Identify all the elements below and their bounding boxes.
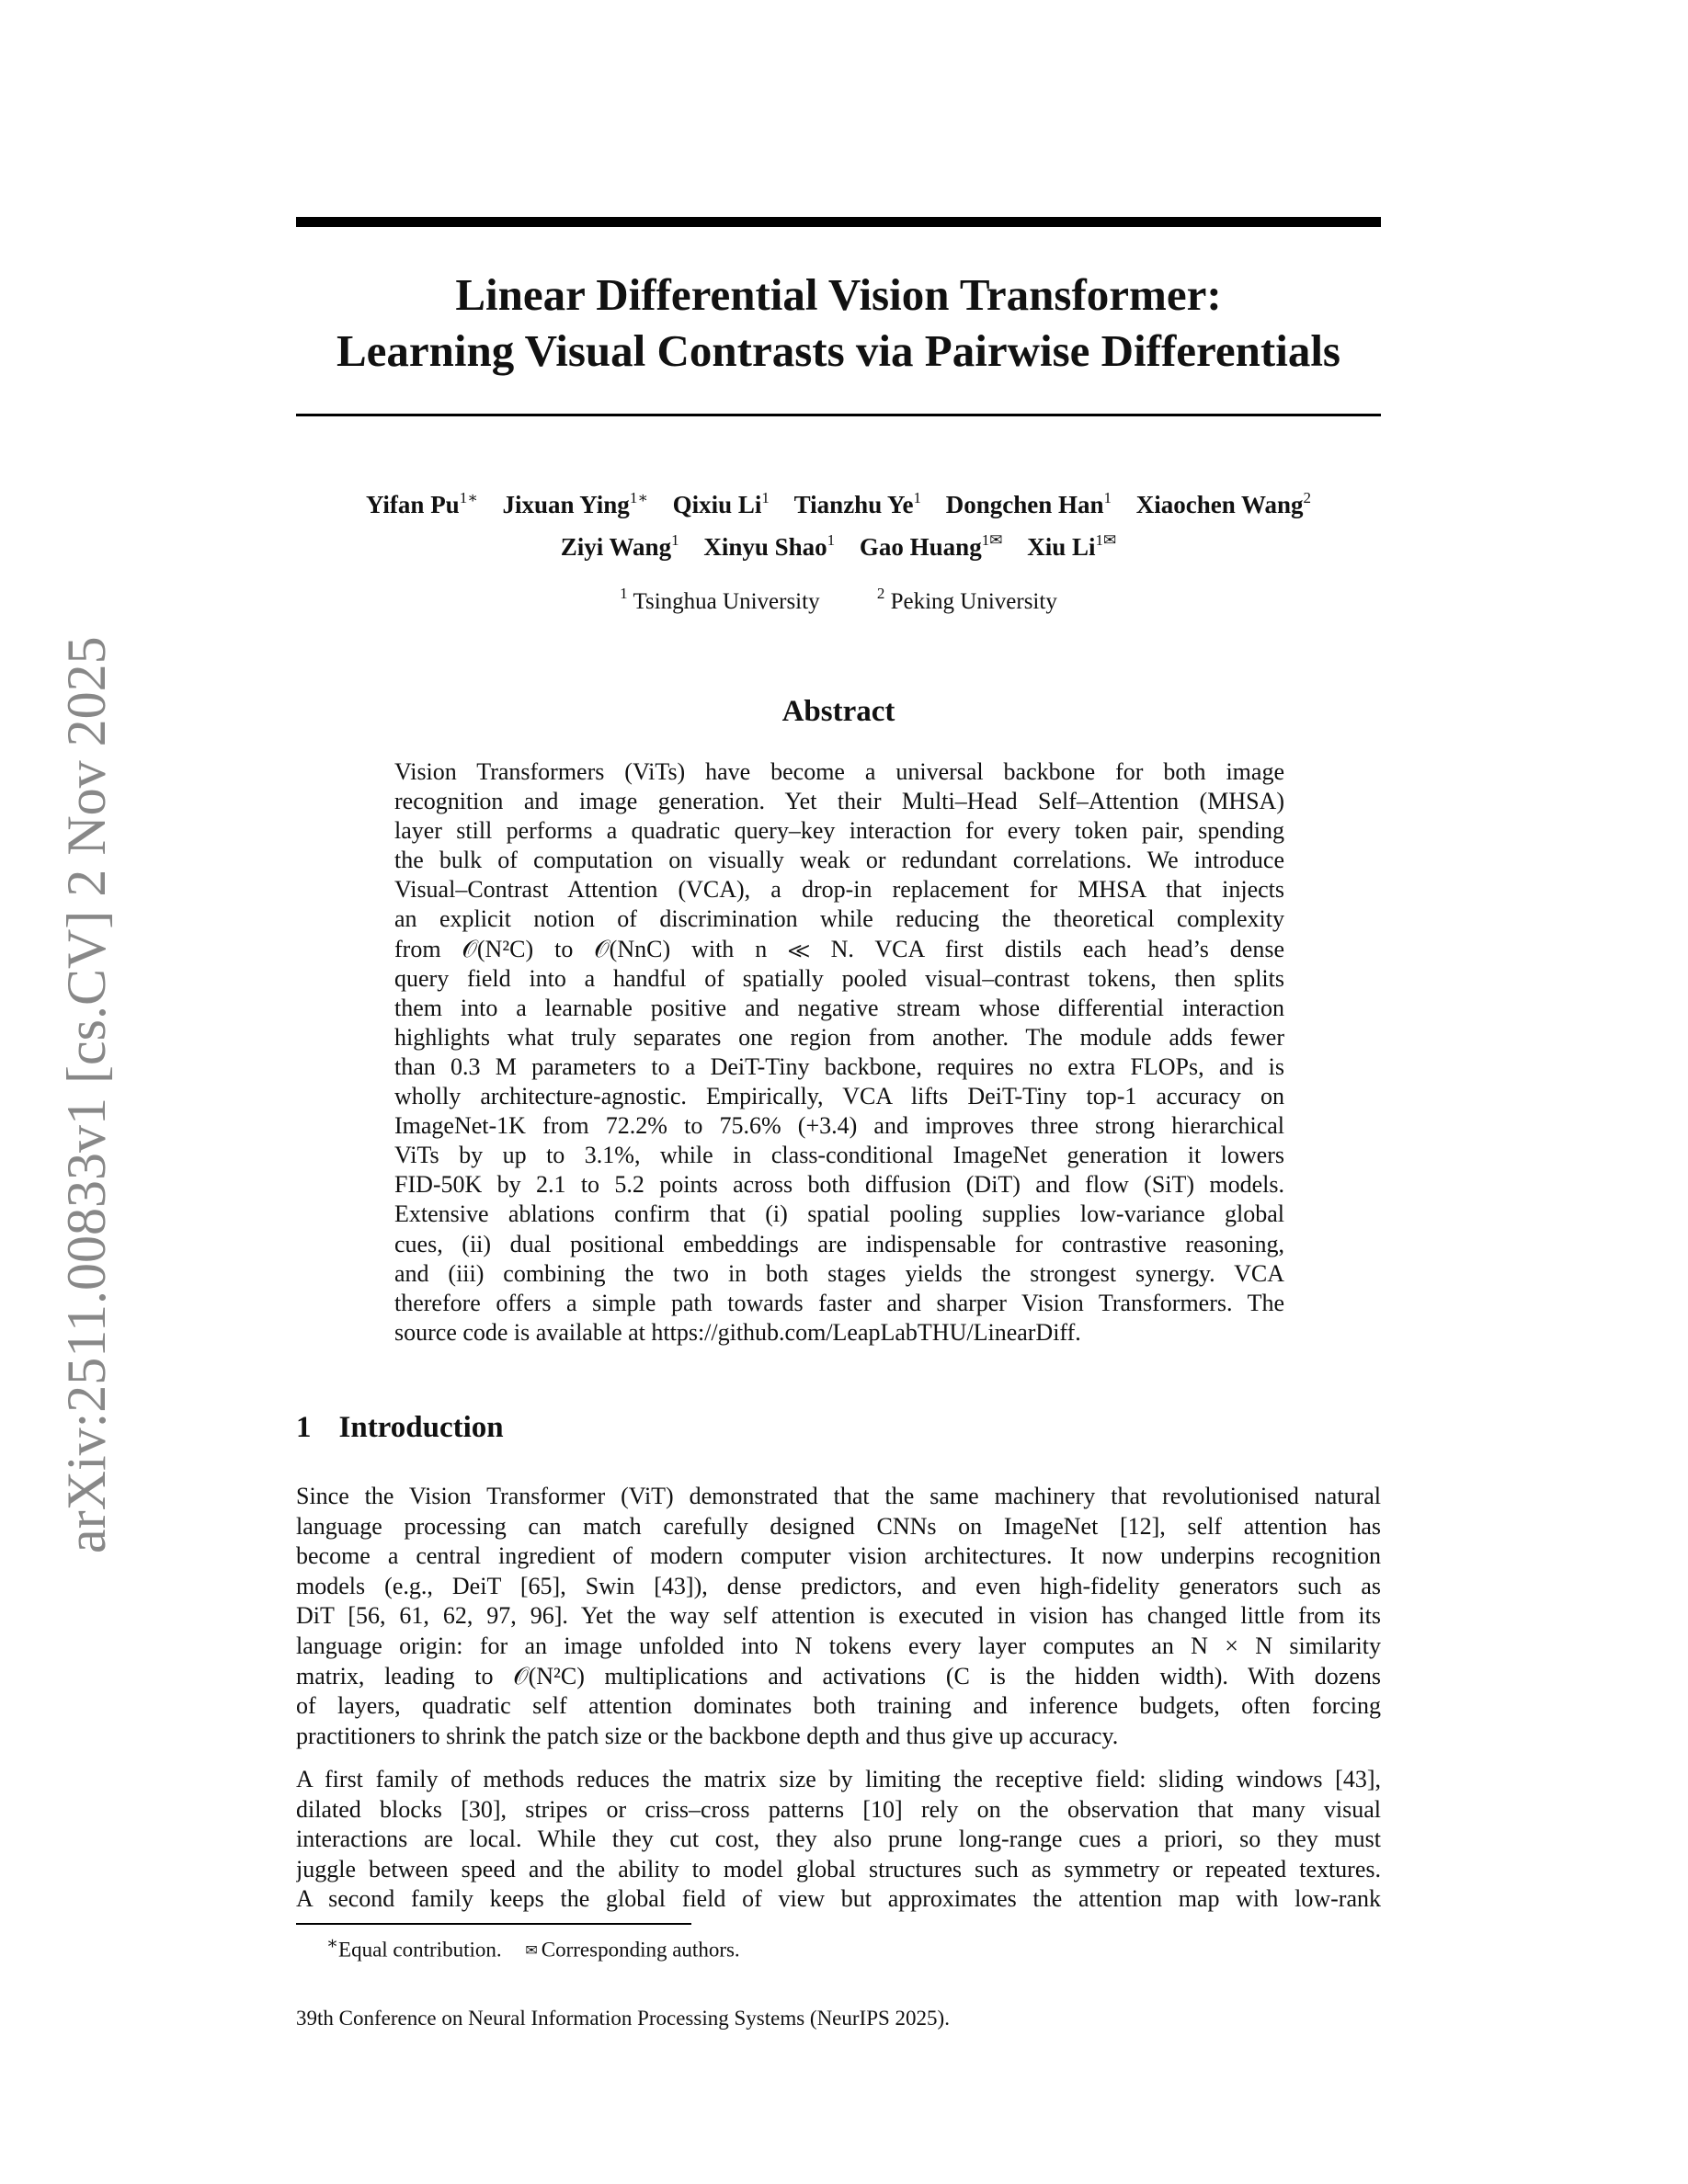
text-line: query field into a handful of spatially pooled visual–contrast tokens, then splits	[394, 964, 1284, 992]
text-line: of layers, quadratic self attention dominates both training and inference budgets, often forcing	[296, 1692, 1381, 1720]
text-line: language origin: for an image unfolded into N tokens every layer computes an N × N similarity	[296, 1632, 1381, 1659]
text-line: cues, (ii) dual positional embeddings are indispensable for contrastive reasoning,	[394, 1230, 1284, 1257]
envelope-icon: ✉	[525, 1940, 538, 1959]
title-line: Learning Visual Contrasts via Pairwise Differentials	[336, 325, 1341, 376]
author: Tianzhu Ye$^1$	[793, 489, 921, 518]
author: Dongchen Han$^1$	[945, 489, 1112, 518]
text-line: FID-50K by 2.1 to 5.2 points across both diffusion (DiT) and flow (SiT) models.	[394, 1171, 1284, 1199]
abstract-body	[394, 757, 1284, 1348]
text-line: Extensive ablations confirm that (i) spatial pooling supplies low-variance global	[394, 1200, 1284, 1228]
paper-title	[296, 267, 1381, 379]
author-list	[296, 531, 1381, 562]
intro-paragraph	[296, 1765, 1381, 1915]
text-line: DiT [56, 61, 62, 97, 96]. Yet the way self attention is executed in vision has changed little from its	[296, 1602, 1381, 1630]
author: Xiu $Li^{1✉}$	[1027, 531, 1117, 561]
text-line: Vision Transformers (ViTs) have become a universal backbone for both image	[394, 758, 1284, 785]
text-line: dilated blocks [30], stripes or criss–cross patterns [10] rely on the observation that many visual	[296, 1795, 1381, 1823]
text-line: matrix, leading to 𝒪(N²C) multiplications and activations (C is the hidden width). With dozens	[296, 1662, 1381, 1689]
text-line: language processing can match carefully designed CNNs on ImageNet [12], self attention has	[296, 1512, 1381, 1540]
author: Xiaochen Wang$^2$	[1135, 489, 1312, 518]
text-line: from 𝒪(N²C) to 𝒪(NnC) with n ≪ N. VCA first distils each head’s dense	[394, 935, 1284, 962]
footnote: ∗Equal contribution. ✉ Corresponding authors.	[326, 1934, 740, 1962]
text-line: A first family of methods reduces the matrix size by limiting the receptive field: sliding windows [43],	[296, 1766, 1381, 1792]
intro-paragraph	[296, 1482, 1381, 1751]
author: Ziyi Wang$^1$	[560, 531, 679, 561]
affiliation: $^1$ Tsinghua University	[620, 585, 820, 614]
abstract-heading: Abstract	[781, 695, 895, 728]
affiliations	[296, 585, 1381, 615]
text-line: practitioners to shrink the patch size or the backbone depth and thus give up accuracy.	[296, 1722, 1119, 1749]
text-line: ImageNet-1K from 72.2% to 75.6% (+3.4) and improves three strong hierarchical	[394, 1112, 1284, 1140]
text-line: ViTs by up to 3.1%, while in class-conditional ImageNet generation it lowers	[394, 1142, 1284, 1169]
text-line: source code is available at https://github.com/LeapLabTHU/LinearDiff.	[394, 1318, 1081, 1346]
venue-note: 39th Conference on Neural Information Processing Systems (NeurIPS 2025).	[296, 2007, 950, 2030]
text-line: the bulk of computation on visually weak or redundant correlations. We introduce	[394, 847, 1284, 874]
arxiv-stamp: arXiv:2511.00833v1 [cs.CV] 2 Nov 2025	[56, 636, 117, 1553]
text-line: A second family keeps the global field of view but approximates the attention map with low-rank	[296, 1885, 1381, 1913]
affiliation: $^2$ Peking University	[876, 585, 1057, 614]
text-line: juggle between speed and the ability to model global structures such as symmetry or repeated textures.	[296, 1855, 1381, 1883]
author: Yifan $Pu^{1∗}$	[365, 489, 478, 518]
text-line: Since the Vision Transformer (ViT) demonstrated that the same machinery that revolutionised natural	[296, 1483, 1381, 1509]
text-line: interactions are local. While they cut cost, they also prune long-range cues a priori, so they must	[296, 1826, 1381, 1853]
text-line: than 0.3 M parameters to a DeiT-Tiny backbone, requires no extra FLOPs, and is	[394, 1052, 1284, 1080]
author: Gao Huang$^{1✉}$	[859, 531, 1003, 561]
text-line: recognition and image generation. Yet their Multi–Head Self–Attention (MHSA)	[394, 788, 1284, 815]
text-line: layer still performs a quadratic query–key interaction for every token pair, spending	[394, 817, 1284, 845]
text-line: an explicit notion of discrimination while reducing the theoretical complexity	[394, 905, 1284, 933]
author: Jixuan Ying$^{1∗}$	[502, 489, 648, 518]
section-number: 1	[296, 1411, 312, 1444]
author: Xinyu Shao$^1$	[703, 531, 836, 561]
text-line: become a central ingredient of modern computer vision architectures. It now underpins recognition	[296, 1542, 1381, 1570]
text-line: therefore offers a simple path towards faster and sharper Vision Transformers. The	[394, 1289, 1284, 1316]
title-top-rule	[296, 217, 1381, 227]
text-line: them into a learnable positive and negative stream whose differential interaction	[394, 994, 1284, 1021]
text-line: and (iii) combining the two in both stages yields the strongest synergy. VCA	[394, 1259, 1284, 1287]
author-list	[296, 489, 1381, 519]
author: Qixiu Li$^1$	[672, 489, 770, 518]
title-line: Linear Differential Vision Transformer:	[455, 269, 1222, 320]
text-line: models (e.g., DeiT [65], Swin [43]), dense predictors, and even high-fidelity generators such as	[296, 1572, 1381, 1599]
footnote-rule	[296, 1923, 691, 1925]
section-title: Introduction	[338, 1411, 504, 1444]
text-line: Visual–Contrast Attention (VCA), a drop-in replacement for MHSA that injects	[394, 876, 1284, 904]
section-heading	[296, 1411, 504, 1445]
text-line: highlights what truly separates one region from another. The module adds fewer	[394, 1023, 1284, 1051]
equal-mark: ∗	[326, 1934, 339, 1953]
title-bottom-rule	[296, 414, 1381, 416]
text-line: wholly architecture-agnostic. Empirically, VCA lifts DeiT-Tiny top-1 accuracy on	[394, 1083, 1284, 1110]
